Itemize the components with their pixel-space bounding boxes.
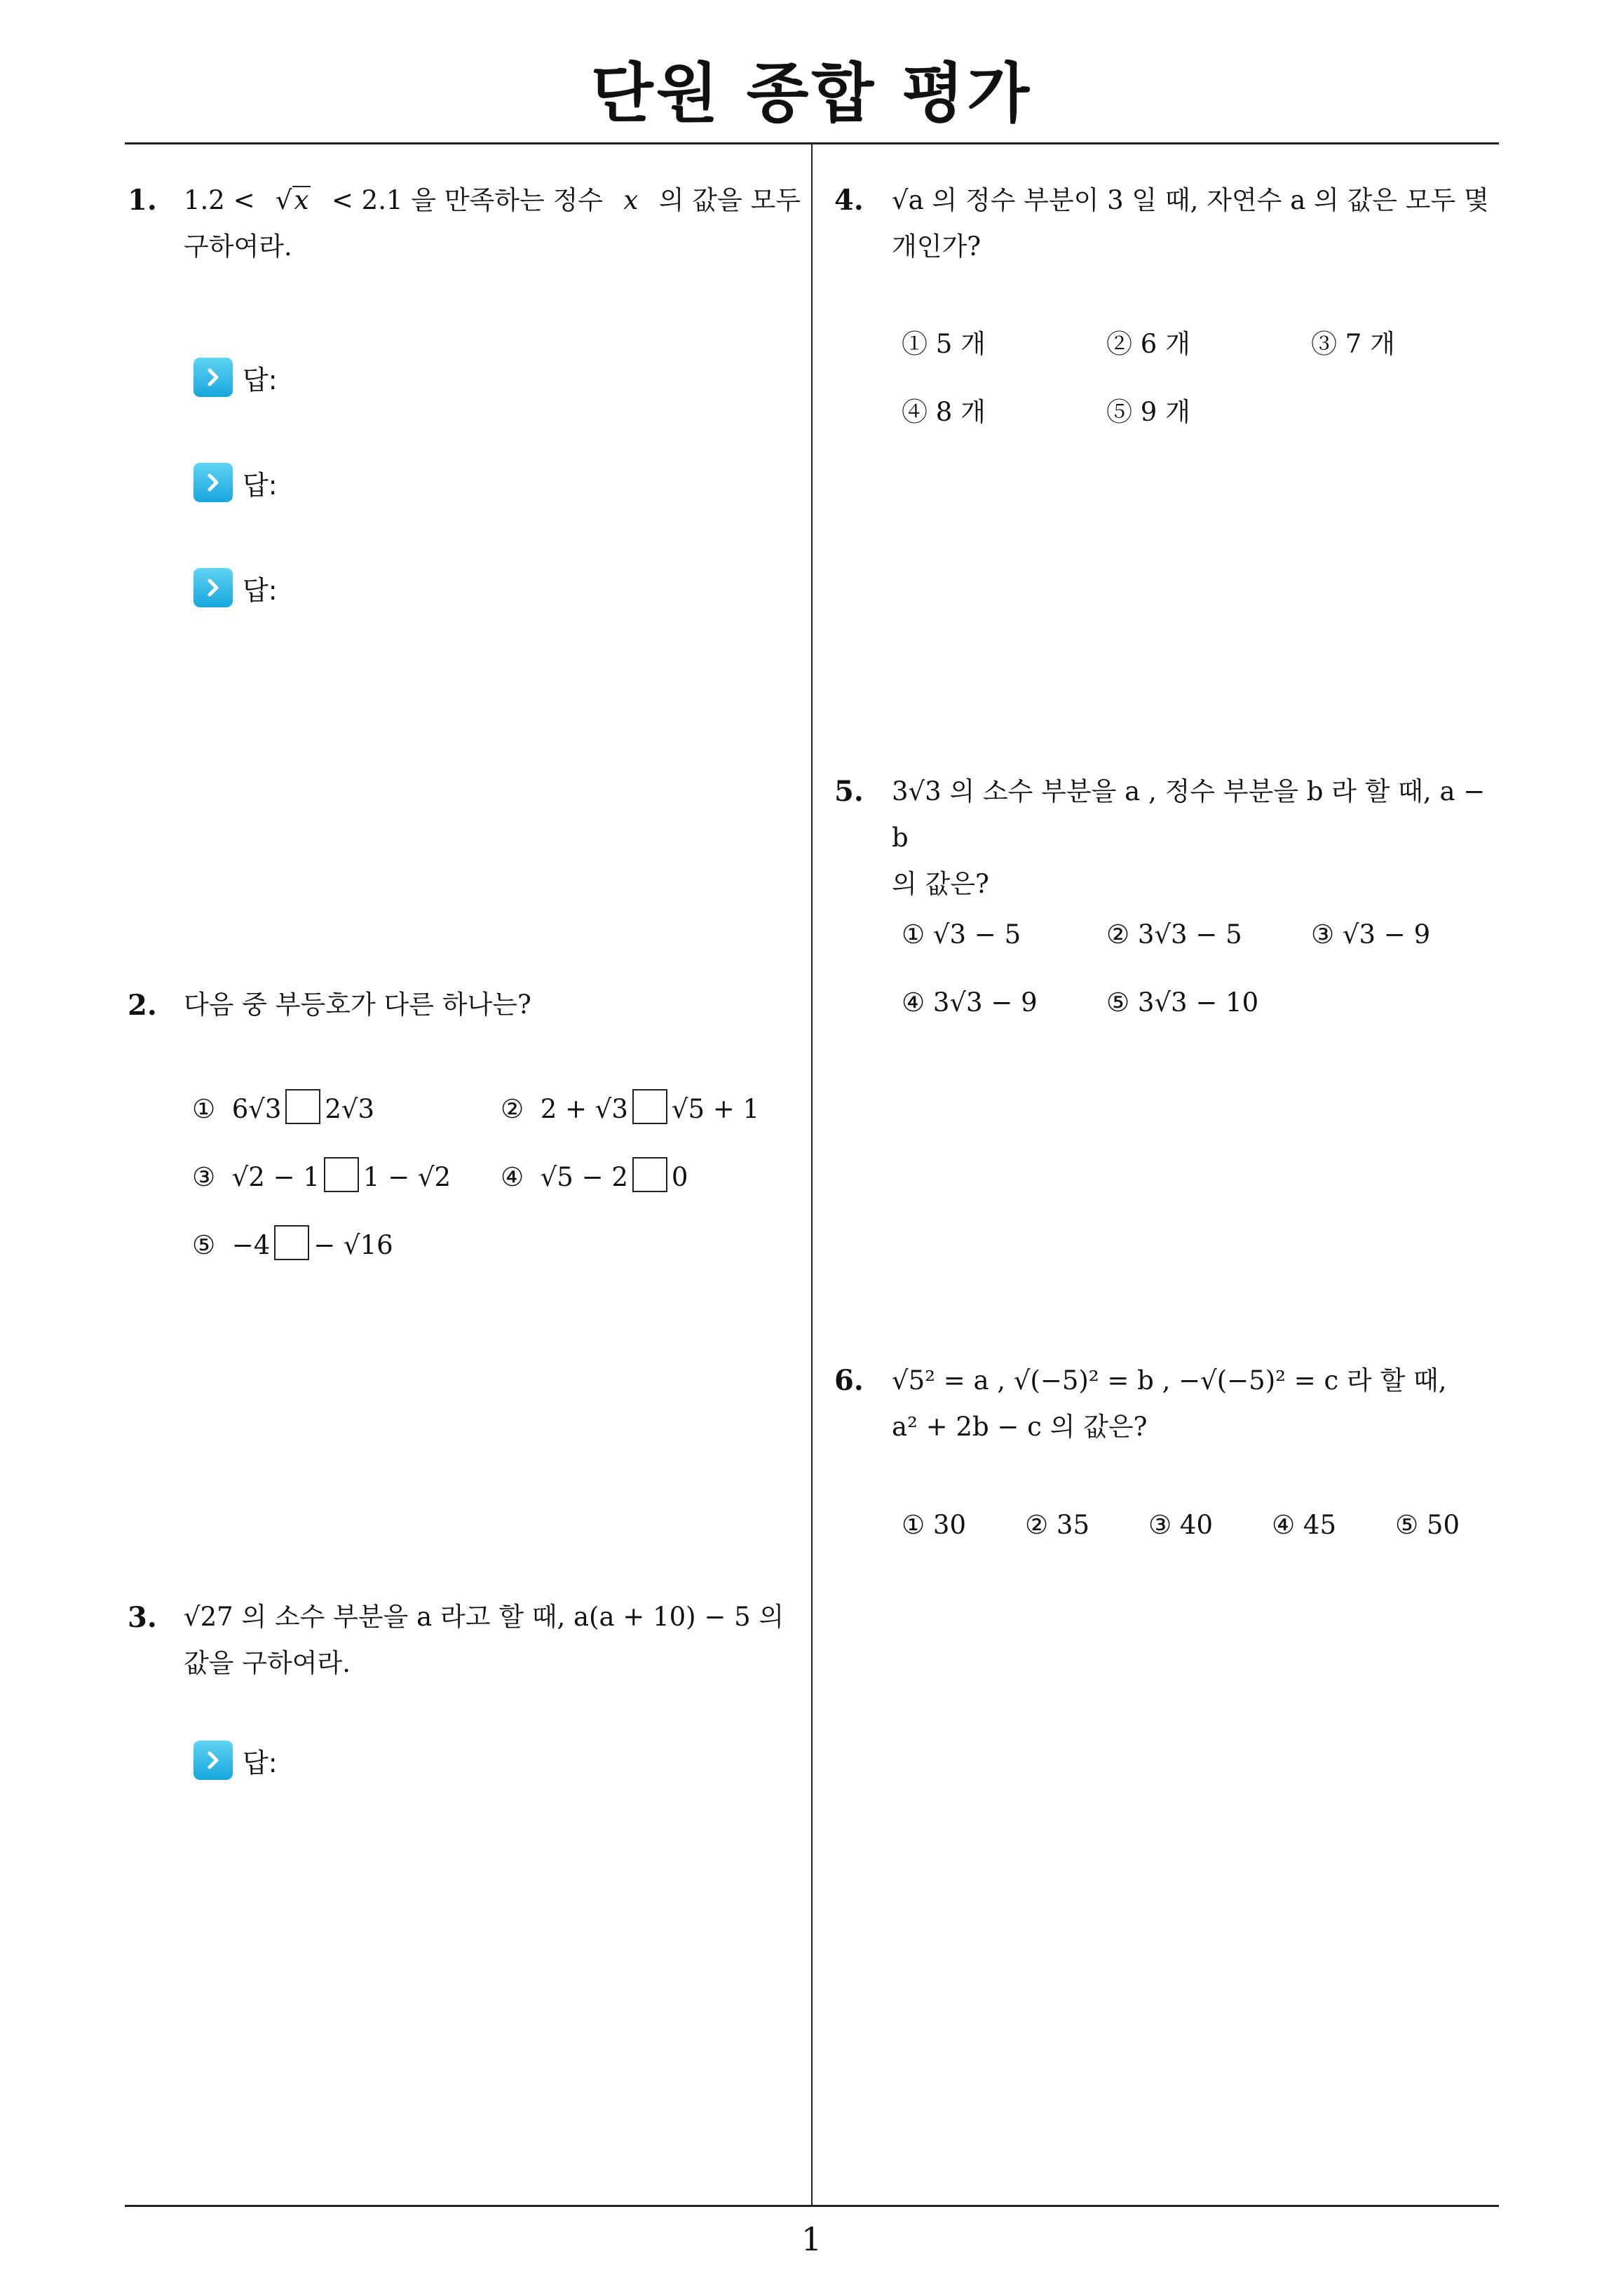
question-text-line: 값을 구하여라. [184, 1648, 351, 1678]
choice-right: 1 − √2 [362, 1162, 451, 1192]
chevron-right-icon [193, 358, 233, 397]
variable: x [294, 185, 309, 215]
question-text-part: 1.2 < [184, 185, 255, 215]
choice-mark: ④ [501, 1162, 524, 1192]
choice-left: −4 [231, 1230, 271, 1260]
question-text-line: √a 의 정수 부분이 3 일 때, 자연수 a 의 값은 모두 몇 [892, 185, 1489, 215]
question-text: 다음 중 부등호가 다른 하나는? [184, 990, 531, 1020]
choice-left: √2 − 1 [231, 1162, 320, 1192]
blank-box [324, 1157, 359, 1192]
choice-right: √5 + 1 [671, 1094, 760, 1124]
answer-label: 답: [243, 364, 278, 396]
answer-label: 답: [243, 469, 278, 501]
question-number: 6. [834, 1364, 864, 1397]
question-text [892, 769, 1509, 907]
answer-label: 답: [243, 1747, 278, 1778]
column-divider [811, 144, 813, 2206]
question-number: 4. [834, 184, 864, 217]
choice-right: − √16 [313, 1230, 393, 1260]
chevron-right-icon [193, 1741, 233, 1780]
choice-1[interactable]: ① 5 개 [902, 329, 986, 359]
question-number: 5. [834, 775, 864, 808]
question-text [892, 177, 1509, 270]
choice-4[interactable]: ④ 3√3 − 9 [902, 987, 1038, 1018]
answer-field-3[interactable] [193, 568, 278, 607]
choice-4[interactable]: ④ 8 개 [902, 397, 986, 427]
variable: x [623, 185, 639, 215]
choice-2[interactable] [501, 1089, 759, 1127]
choice-1[interactable]: ① 30 [902, 1510, 967, 1540]
choice-2[interactable]: ② 3√3 − 5 [1106, 919, 1242, 950]
blank-box [632, 1157, 667, 1192]
sqrt-expression: √x [276, 177, 311, 224]
choice-5[interactable]: ⑤ 9 개 [1106, 397, 1190, 427]
choice-left: √5 − 2 [540, 1162, 628, 1192]
choice-3[interactable]: ③ 40 [1148, 1510, 1214, 1540]
question-number: 3. [128, 1601, 157, 1634]
question-text [892, 1358, 1509, 1450]
choice-mark: ⑤ [192, 1230, 216, 1260]
choice-4[interactable] [501, 1157, 688, 1195]
choice-2[interactable]: ② 6 개 [1106, 329, 1190, 359]
choice-5[interactable] [192, 1225, 393, 1263]
question-number: 1. [128, 184, 157, 217]
chevron-right-icon [193, 463, 233, 502]
choice-left: 2 + √3 [540, 1094, 628, 1124]
choice-5[interactable]: ⑤ 50 [1395, 1510, 1460, 1540]
choice-1[interactable]: ① √3 − 5 [902, 919, 1021, 950]
page-number: 1 [801, 2220, 822, 2258]
choice-3[interactable]: ③ 7 개 [1311, 329, 1395, 359]
blank-box [285, 1089, 320, 1124]
choice-right: 0 [671, 1162, 688, 1192]
choice-4[interactable]: ④ 45 [1272, 1510, 1337, 1540]
blank-box [632, 1089, 667, 1124]
choice-mark: ③ [192, 1162, 216, 1192]
question-text-line: 의 값은? [892, 869, 989, 899]
question-text-line: 3√3 의 소수 부분을 a , 정수 부분을 b 라 할 때, a − b [892, 776, 1486, 853]
answer-field[interactable] [193, 1741, 278, 1780]
chevron-right-icon [193, 568, 233, 607]
question-text-line: 개인가? [892, 231, 982, 262]
question-text [184, 1594, 801, 1687]
choice-mark: ① [192, 1094, 216, 1124]
blank-box [274, 1225, 309, 1260]
question-text-line: √27 의 소수 부분을 a 라고 할 때, a(a + 10) − 5 의 [184, 1602, 785, 1632]
question-text [184, 177, 801, 270]
question-text-part: 의 값을 모두 [658, 185, 801, 215]
question-text-line: 구하여라. [184, 231, 292, 262]
choice-2[interactable]: ② 35 [1025, 1510, 1090, 1540]
choice-left: 6√3 [231, 1094, 282, 1124]
answer-field-2[interactable] [193, 463, 278, 502]
choice-3[interactable] [192, 1157, 451, 1195]
choice-1[interactable] [192, 1089, 374, 1127]
footer-rule [125, 2205, 1499, 2207]
answer-field-1[interactable] [193, 358, 278, 397]
question-text-line: √5² = a , √(−5)² = b , −√(−5)² = c 라 할 때, [892, 1365, 1447, 1396]
answer-label: 답: [243, 574, 278, 606]
page-title: 단원 종합 평가 [590, 56, 1033, 131]
question-number: 2. [128, 989, 157, 1022]
choice-mark: ② [501, 1094, 524, 1124]
question-text-part: < 2.1 을 만족하는 정수 [331, 185, 603, 215]
choice-3[interactable]: ③ √3 − 9 [1311, 919, 1431, 950]
choice-right: 2√3 [325, 1094, 375, 1124]
choice-5[interactable]: ⑤ 3√3 − 10 [1106, 987, 1259, 1018]
question-text-line: a² + 2b − c 의 값은? [892, 1412, 1148, 1442]
